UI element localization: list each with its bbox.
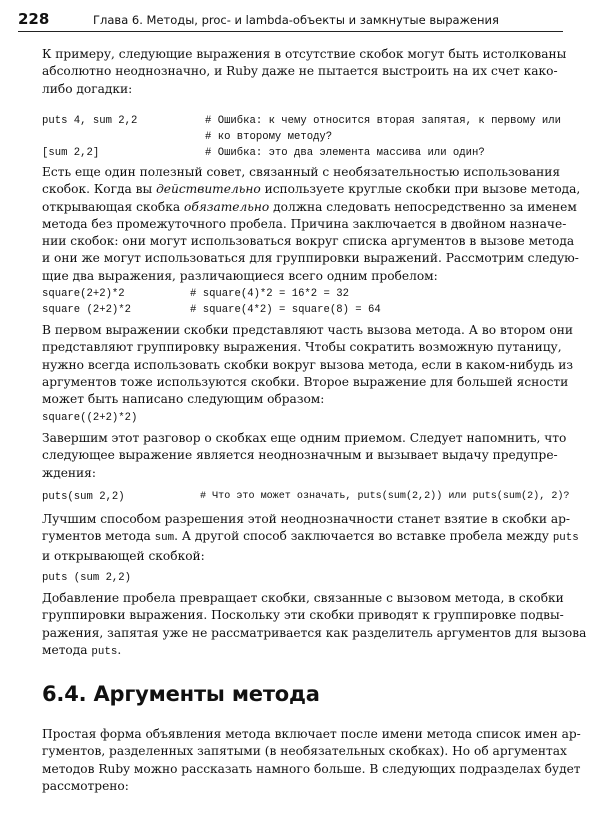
code-line: square(2+2)*2 [42, 288, 125, 300]
code-block-5: puts (sum 2,2) [42, 572, 132, 584]
section-heading: 6.4. Аргументы метода [42, 682, 320, 706]
text-line: ражения, запятая уже не рассматривается как разделитель аргументов для вызова [42, 625, 587, 640]
text-line: следующее выражение является неоднозначным и вызывает выдачу предупре- [42, 448, 558, 463]
text-line: К примеру, следующие выражения в отсутствие скобок могут быть истолкованы [42, 47, 567, 61]
paragraph-1 [42, 46, 567, 98]
text-line: ждения: [42, 465, 96, 480]
emphasis: действительно [156, 182, 261, 197]
text-segment: скобок. Когда вы [42, 182, 157, 197]
text-line: может быть написано следующим образом: [42, 392, 325, 407]
code-block-3: square((2+2)*2) [42, 412, 138, 424]
text-line [42, 528, 579, 547]
text-line [42, 642, 557, 661]
header-rule [18, 31, 563, 32]
text-line: В первом выражении скобки представляют часть вызова метода. А во втором они [42, 323, 573, 337]
paragraph-5 [42, 511, 579, 565]
text-line: рассмотрено: [42, 778, 129, 793]
code-line: [sum 2,2] [42, 147, 100, 159]
inline-code: sum [154, 532, 175, 545]
text-segment: открывающая скобка [42, 199, 184, 214]
text-line: и открывающей скобкой: [42, 548, 205, 563]
text-line: Есть еще один полезный совет, связанный с необязательностью использования [42, 165, 561, 179]
text-line: нии скобок: они могут использоваться вокруг списка аргументов в вызове метода [42, 234, 575, 249]
text-line: нужно всегда использовать скобки вокруг вызова метода, если в каком-нибудь из [42, 357, 574, 372]
text-line: гументов, разделенных запятыми (в необязательных скобках). Но об аргументах [42, 744, 567, 759]
text-segment: должна следовать непосредственно за именем [269, 199, 577, 214]
page-header [18, 10, 578, 34]
running-head: Глава 6. Методы, proc- и lambda-объекты и замкнутые выражения [93, 13, 499, 27]
code-line: puts 4, sum 2,2 [42, 115, 138, 127]
emphasis: обязательно [183, 199, 270, 214]
paragraph-6 [42, 590, 587, 661]
code-comment: # Что это может означать, puts(sum(2,2)) или puts(sum(2), 2)? [200, 491, 570, 502]
text-line: аргументов тоже используются скобки. Второе выражение для большей ясности [42, 374, 569, 389]
text-line [42, 181, 581, 198]
code-line: square (2+2)*2 [42, 304, 132, 316]
text-line: либо догадки: [42, 81, 133, 96]
text-line: Лучшим способом разрешения этой неоднозначности станет взятие в скобки ар- [42, 512, 571, 526]
text-segment: гументов метода [42, 529, 155, 544]
text-line: абсолютно неоднозначно, и Ruby даже не пытается выстроить на их счет како- [42, 64, 558, 79]
text-line: метода без промежуточного пробела. Причина заключается в двойном назначе- [42, 216, 567, 231]
inline-code: puts [91, 645, 118, 658]
code-comment: # Ошибка: к чему относится вторая запятая, к первому или [205, 115, 562, 127]
text-segment: используете круглые скобки при вызове метода, [260, 182, 581, 197]
paragraph-2 [42, 164, 581, 285]
text-line: щие два выражения, различающиеся всего одним пробелом: [42, 268, 438, 283]
code-line: puts(sum 2,2) [42, 491, 125, 503]
code-comment: # Ошибка: это два элемента массива или один? [205, 147, 485, 159]
text-line: методов Ruby можно рассказать намного больше. В следующих подразделах будет [42, 761, 581, 776]
inline-code: puts [552, 532, 579, 545]
text-line: представляют группировку выражения. Чтобы сократить возможную путаницу, [42, 340, 562, 355]
text-segment: . [117, 642, 122, 657]
page-number: 228 [18, 10, 50, 28]
text-line: Добавление пробела превращает скобки, связанные с вызовом метода, в скобки [42, 591, 564, 605]
text-segment: . А другой способ заключается во вставке пробела между [174, 529, 553, 544]
paragraph-3 [42, 322, 574, 408]
text-line: группировки выражения. Поскольку эти скобки приводят к группировке подвы- [42, 608, 564, 623]
paragraph-7 [42, 726, 581, 795]
code-comment: # ко второму методу? [205, 131, 333, 143]
code-comment: # square(4*2) = square(8) = 64 [190, 304, 381, 316]
text-segment: метода [42, 642, 92, 657]
paragraph-4 [42, 430, 567, 482]
text-line: Простая форма объявления метода включает после имени метода список имен ар- [42, 727, 581, 741]
code-comment: # square(4)*2 = 16*2 = 32 [190, 288, 349, 300]
text-line [42, 199, 577, 216]
text-line: Завершим этот разговор о скобках еще одним приемом. Следует напомнить, что [42, 431, 567, 445]
text-line: и они же могут использоваться для группировки выражений. Рассмотрим следую- [42, 251, 579, 266]
